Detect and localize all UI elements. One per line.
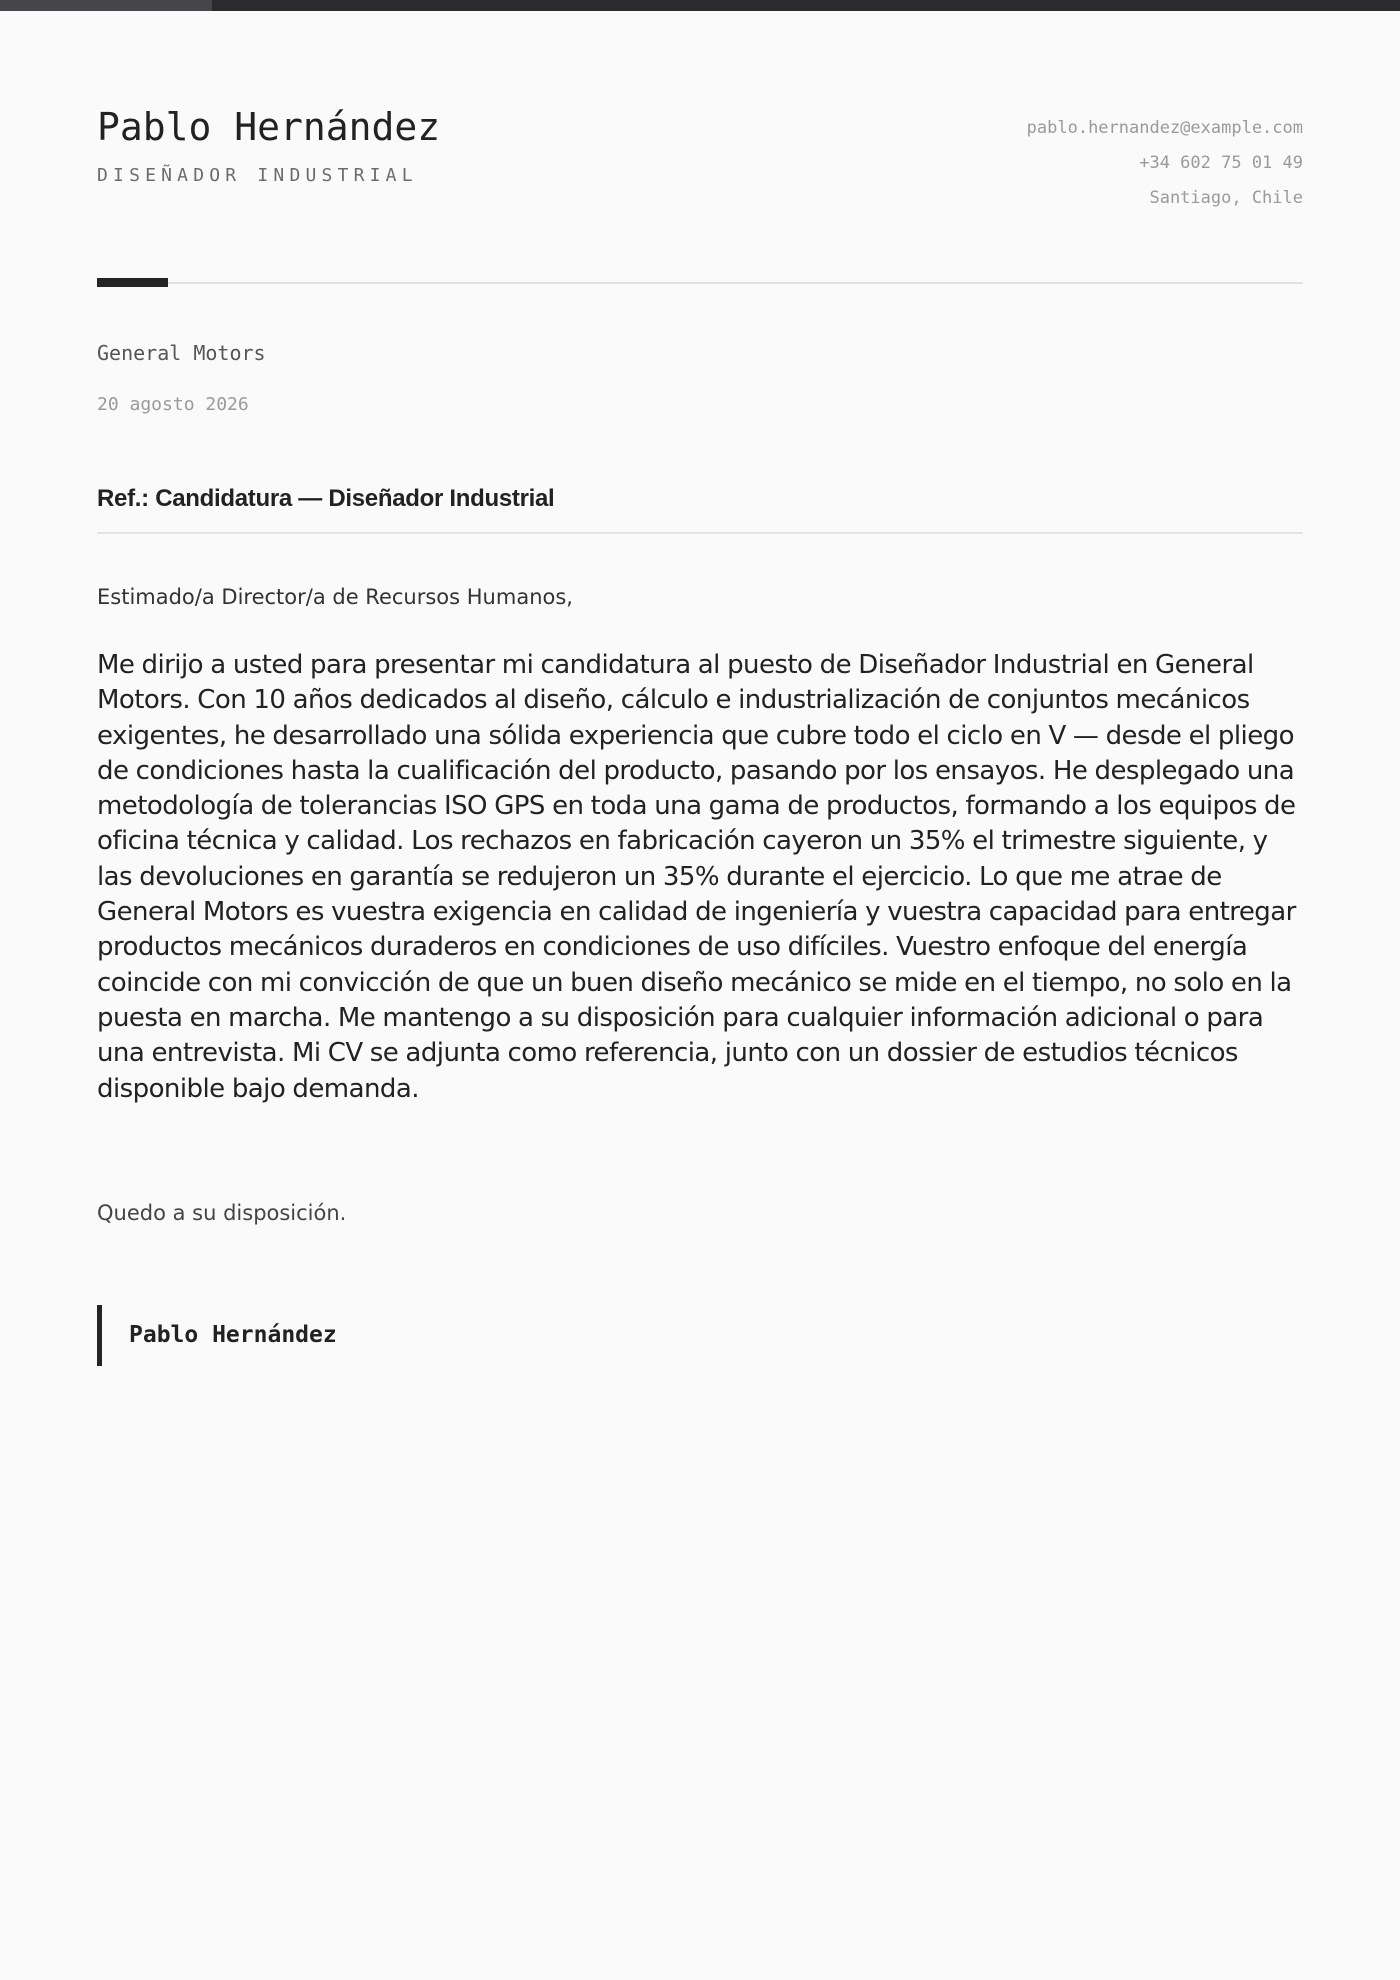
contact-block xyxy=(1027,111,1303,216)
closing: Quedo a su disposición. xyxy=(97,1201,347,1225)
contact-phone: +34 602 75 01 49 xyxy=(1139,153,1303,173)
header-divider-accent xyxy=(97,278,168,287)
greeting: Estimado/a Director/a de Recursos Humanos, xyxy=(97,585,573,609)
contact-email: pablo.hernandez@example.com xyxy=(1026,118,1303,138)
letter-date: 20 agosto 2026 xyxy=(97,394,249,415)
contact-location: Santiago, Chile xyxy=(1149,188,1303,208)
sender-name: Pablo Hernández xyxy=(97,105,441,149)
top-bar-accent xyxy=(0,0,212,11)
sender-role: DISEÑADOR INDUSTRIAL xyxy=(97,165,418,186)
letter-body: Me dirijo a usted para presentar mi candidatura al puesto de Diseñador Industrial en General Motors. Con 10 años dedicados al diseño, cálculo e industrialización de conjuntos mecánicos exigentes, he desarrollado una sólida experiencia que cubre todo el ciclo en V — desde el pliego de condiciones hasta la cualificación del producto, pasando por los ensayos. He desplegado una metodología de tolerancias ISO GPS en toda una gama de productos, formando a los equipos de oficina técnica y calidad. Los rechazos en fabricación cayeron un 35% el trimestre siguiente, y las devoluciones en garantía se redujeron un 35% durante el ejercicio. Lo que me atrae de General Motors es vuestra exigencia en calidad de ingeniería y vuestra capacidad para entregar productos mecánicos duraderos en condiciones de uso difíciles. Vuestro enfoque del energía coincide con mi convicción de que un buen diseño mecánico se mide en el tiempo, no solo en la puesta en marcha. Me mantengo a su disposición para cualquier información adicional o para una entrevista. Mi CV se adjunta como referencia, junto con un dossier de estudios técnicos disponible bajo demanda. xyxy=(97,650,1296,1104)
reference-line: Ref.: Candidatura — Diseñador Industrial xyxy=(97,485,555,512)
recipient-company: General Motors xyxy=(97,341,266,365)
header-divider xyxy=(97,282,1303,284)
signature-block xyxy=(97,1305,337,1366)
signature-name: Pablo Hernández xyxy=(129,1322,337,1348)
reference-divider xyxy=(97,532,1303,534)
